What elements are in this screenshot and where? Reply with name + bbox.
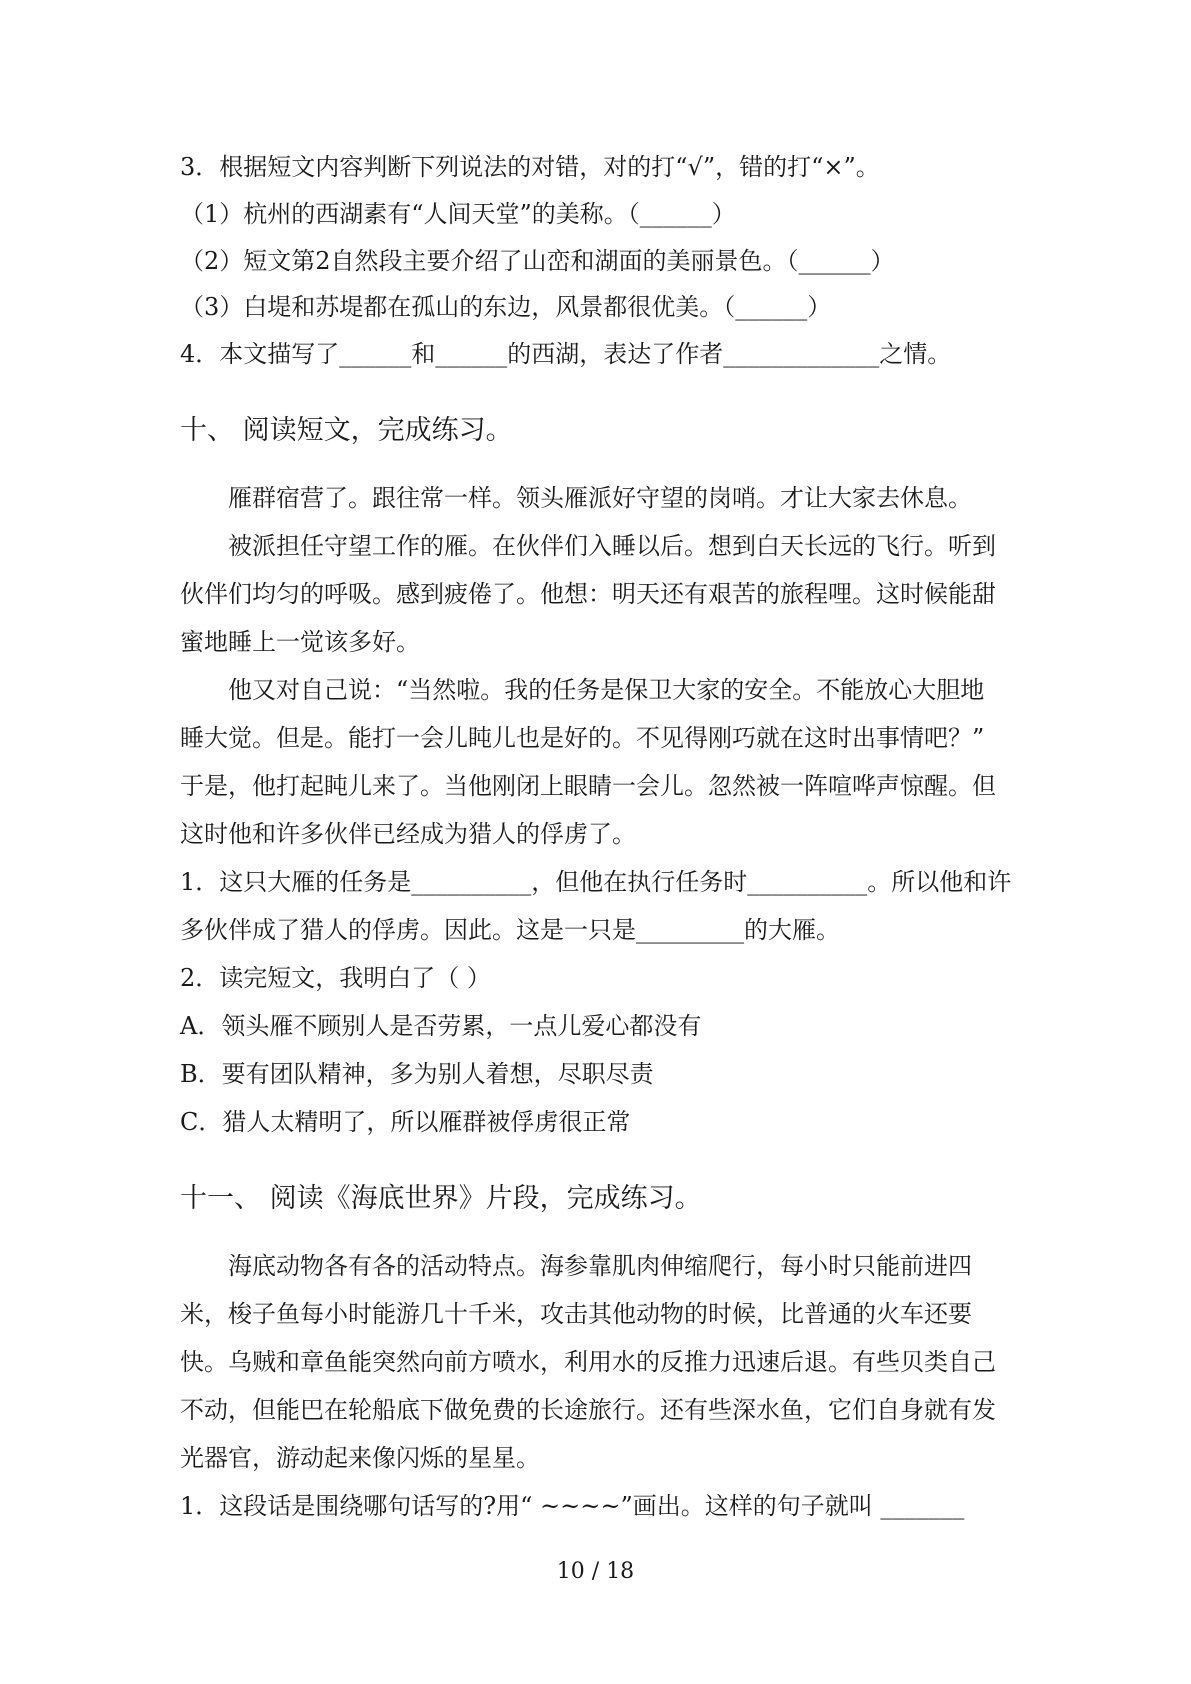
passage-10-paragraph-1: 雁群宿营了。跟往常一样。领头雁派好守望的岗哨。才让大家去休息。 (228, 484, 972, 512)
passage-10-paragraph-3-line-3: 于是，他打起盹儿来了。当他刚闭上眼睛一会儿。忽然被一阵喧哗声惊醒。但 (180, 772, 996, 800)
passage-10-paragraph-3-line-4: 这时他和许多伙伴已经成为猎人的俘虏了。 (180, 820, 636, 848)
section-11-question-1: 1．这段话是围绕哪句话写的?用“ ~~~~”画出。这样的句子就叫 _______ (180, 1492, 965, 1520)
question-3-item-3: （3）白堤和苏堤都在孤山的东边，风景都很优美。（______） (180, 293, 832, 321)
passage-10-paragraph-2-line-2: 伙伴们均匀的呼吸。感到疲倦了。他想：明天还有艰苦的旅程哩。这时候能甜 (180, 580, 996, 608)
question-3: 3．根据短文内容判断下列说法的对错，对的打“√”，错的打“×”。 (180, 153, 880, 181)
section-10-question-1-line-1: 1．这只大雁的任务是__________，但他在执行任务时__________。所以他和许 (180, 868, 1012, 896)
section-10-question-1-line-2: 多伙伴成了猎人的俘虏。因此。这是一只是_________的大雁。 (180, 916, 840, 944)
question-4: 4．本文描写了______和______的西湖，表达了作者_____________之情。 (180, 340, 952, 368)
section-10-option-a: A．领头雁不顾别人是否劳累，一点儿爱心都没有 (180, 1012, 702, 1040)
passage-11-line-5: 光器官，游动起来像闪烁的星星。 (180, 1444, 540, 1472)
passage-11-line-3: 快。乌贼和章鱼能突然向前方喷水，利用水的反推力迅速后退。有些贝类自己 (180, 1348, 996, 1376)
passage-10-paragraph-2-line-3: 蜜地睡上一觉该多好。 (180, 628, 420, 656)
passage-10-paragraph-2-line-1: 被派担任守望工作的雁。在伙伴们入睡以后。想到白天长远的飞行。听到 (228, 532, 996, 560)
section-11-title: 十一、 阅读《海底世界》片段，完成练习。 (180, 1183, 702, 1214)
section-10-question-2: 2．读完短文，我明白了（ ） (180, 964, 491, 992)
section-10-option-c: C．猎人太精明了，所以雁群被俘虏很正常 (180, 1108, 631, 1136)
passage-10-paragraph-3-line-1: 他又对自己说：“当然啦。我的任务是保卫大家的安全。不能放心大胆地 (228, 676, 985, 704)
passage-11-line-4: 不动，但能巴在轮船底下做免费的长途旅行。还有些深水鱼，它们自身就有发 (180, 1396, 996, 1424)
passage-11-line-2: 米，梭子鱼每小时能游几十千米，攻击其他动物的时候，比普通的火车还要 (180, 1300, 972, 1328)
section-10-option-b: B．要有团队精神，多为别人着想，尽职尽责 (180, 1060, 654, 1088)
question-3-item-2: （2）短文第2自然段主要介绍了山峦和湖面的美丽景色。（______） (180, 247, 895, 275)
passage-10-paragraph-3-line-2: 睡大觉。但是。能打一会儿盹儿也是好的。不见得刚巧就在这时出事情吧？” (180, 724, 985, 752)
question-3-item-1: （1）杭州的西湖素有“人间天堂”的美称。（______） (180, 200, 736, 228)
page-number: 10 / 18 (556, 1559, 635, 1584)
passage-11-line-1: 海底动物各有各的活动特点。海参靠肌肉伸缩爬行，每小时只能前进四 (228, 1252, 972, 1280)
section-10-title: 十、 阅读短文，完成练习。 (180, 415, 513, 446)
